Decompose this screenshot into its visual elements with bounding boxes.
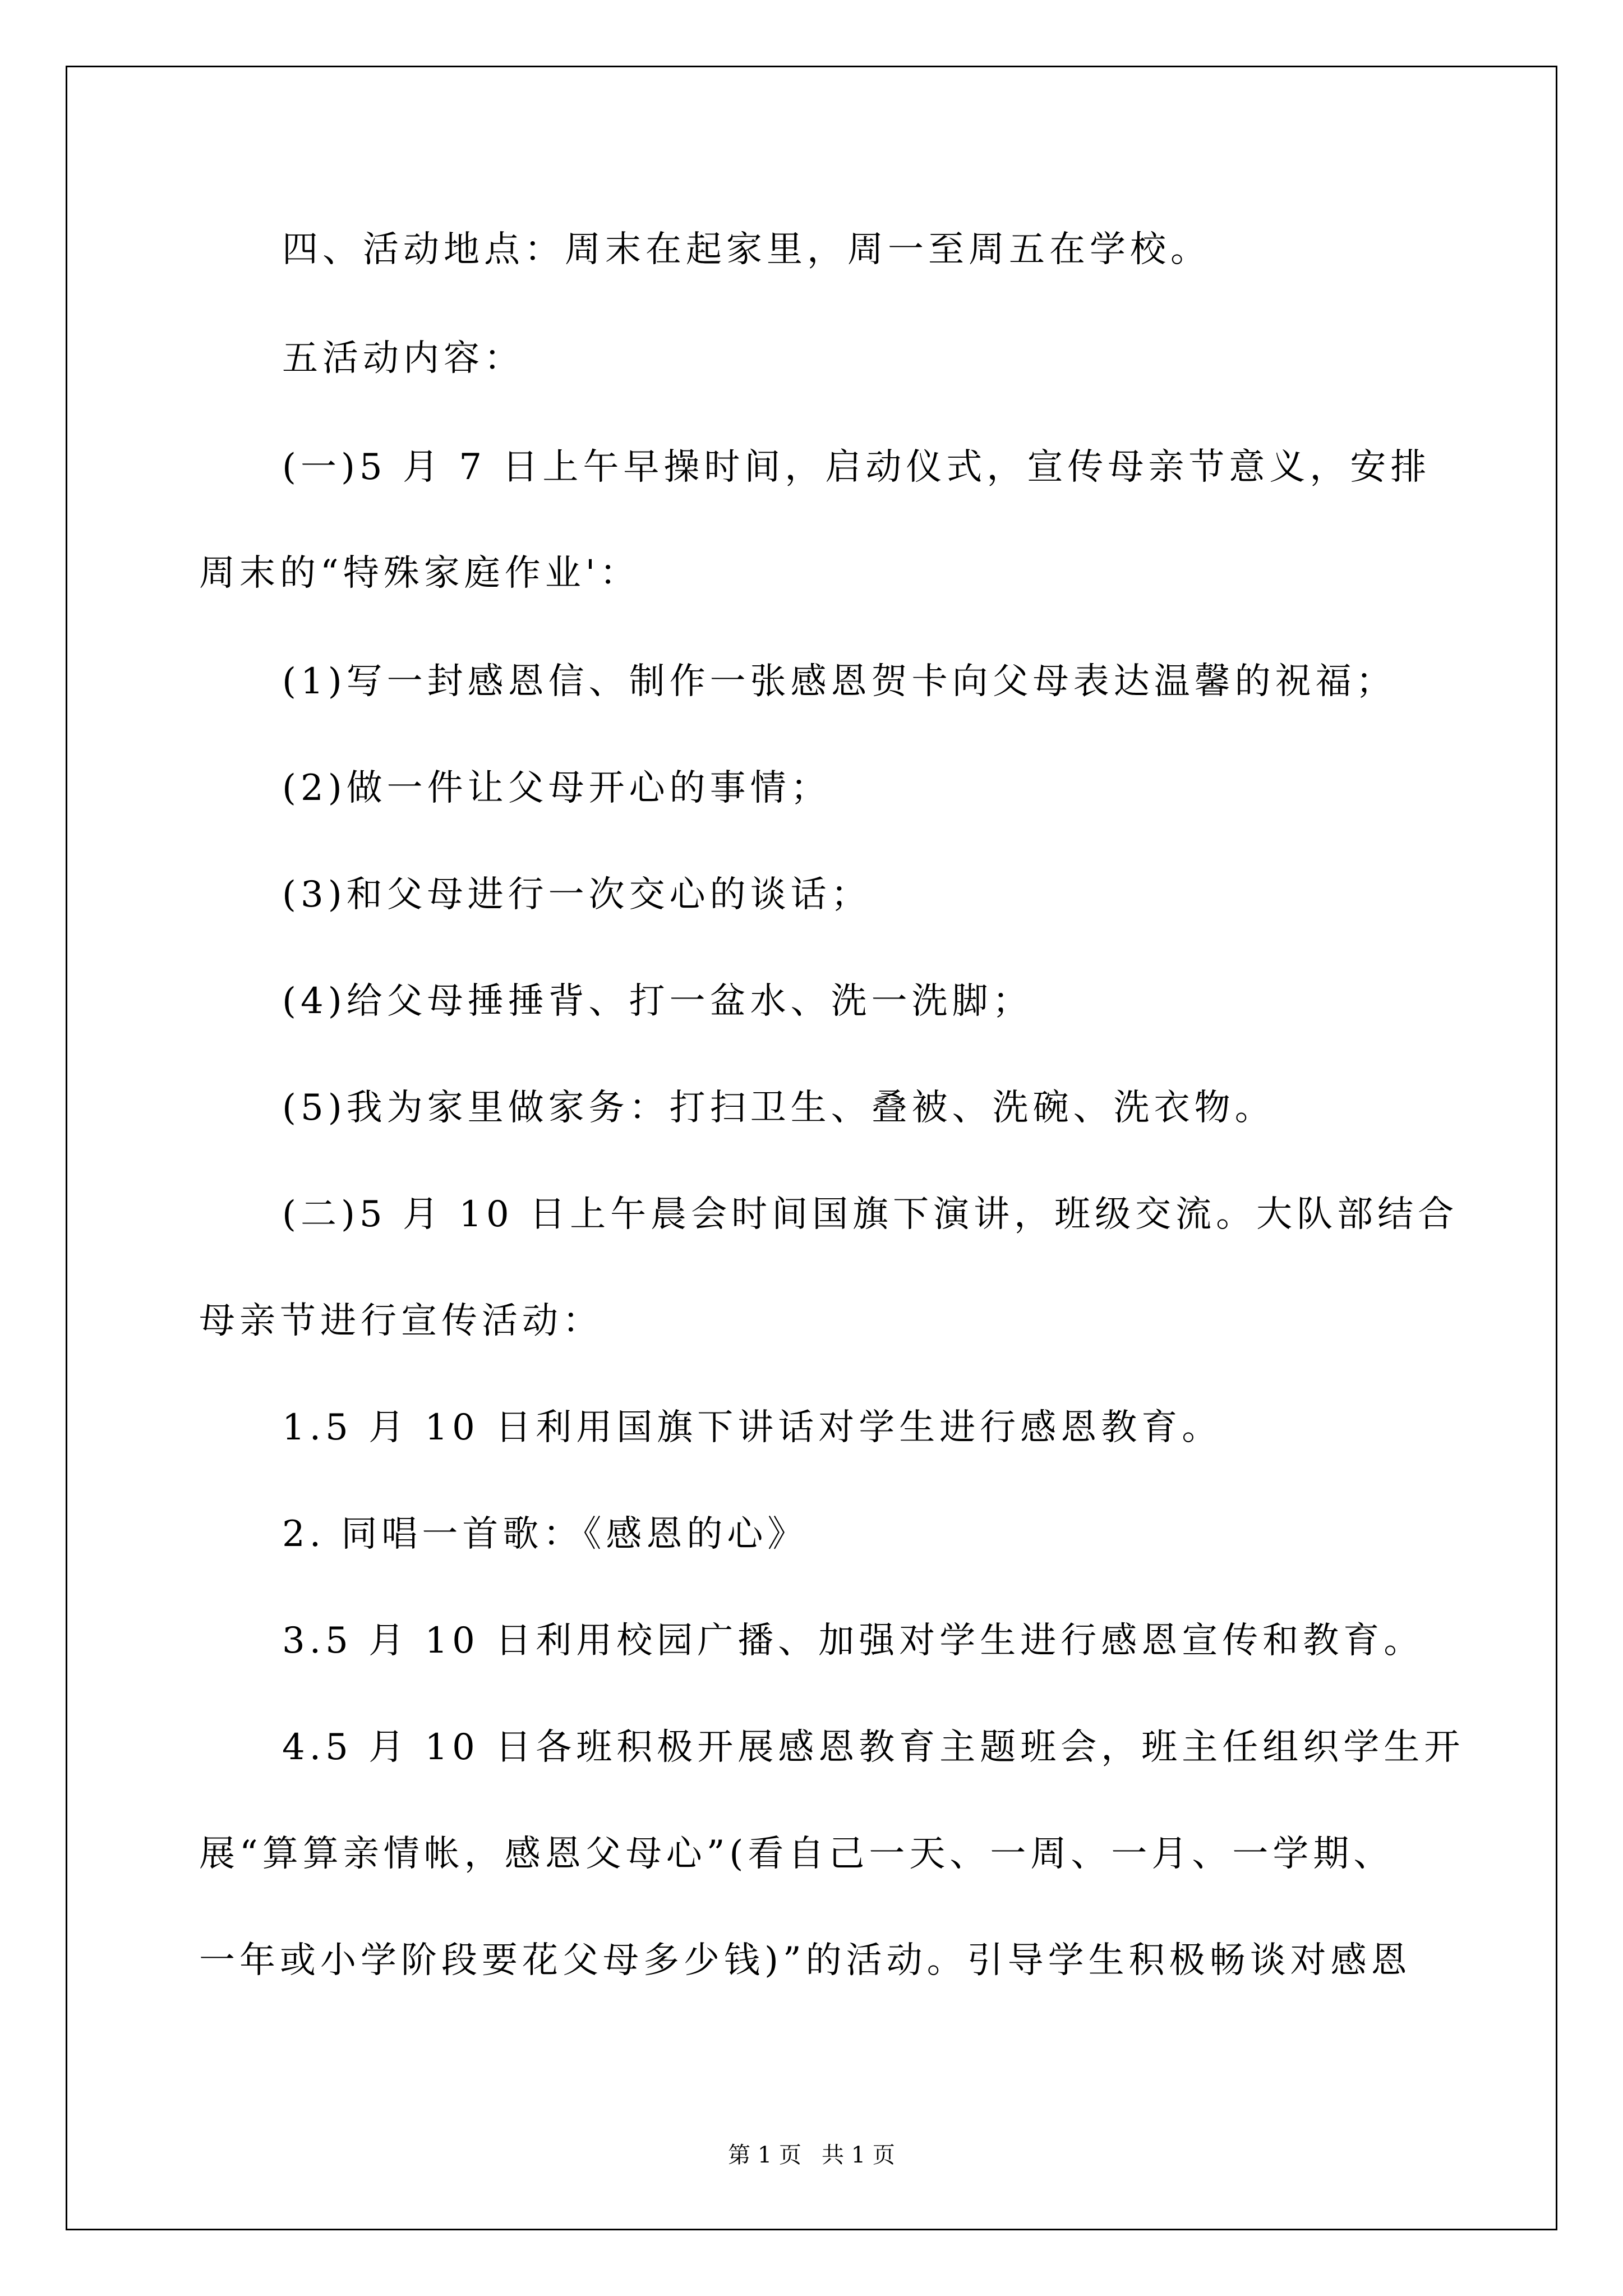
numbered-item-1: 1.5 月 10 日利用国旗下讲话对学生进行感恩教育。 [282,1407,1223,1448]
page-border [66,66,1557,2230]
numbered-item-4-cont-1: 展“算算亲情帐，感恩父母心”(看自己一天、一周、一月、一学期、 [199,1833,1394,1875]
page-number: 第 1 页 [728,2142,801,2168]
list-item-2: (2)做一件让父母开心的事情； [282,767,831,809]
paragraph-section-two: (二)5 月 10 日上午晨会时间国旗下演讲，班级交流。大队部结合 [282,1194,1459,1235]
paragraph-section-one-cont: 周末的“特殊家庭作业'： [199,553,640,594]
list-item-4: (4)给父母捶捶背、打一盆水、洗一洗脚； [282,981,1033,1022]
paragraph-section-two-cont: 母亲节进行宣传活动： [199,1300,603,1342]
page-footer [0,2143,1623,2168]
paragraph-activity-location: 四、活动地点：周末在起家里，周一至周五在学校。 [282,229,1211,270]
page-total: 共 1 页 [822,2142,895,2168]
numbered-item-4-cont-2: 一年或小学阶段要花父母多少钱)”的活动。引导学生积极畅谈对感恩 [199,1940,1412,1981]
list-item-5: (5)我为家里做家务：打扫卫生、叠被、洗碗、洗衣物。 [282,1087,1275,1129]
list-item-3: (3)和父母进行一次交心的谈话； [282,874,872,915]
numbered-item-4: 4.5 月 10 日各班积极开展感恩教育主题班会，班主任组织学生开 [282,1727,1465,1768]
list-item-1: (1)写一封感恩信、制作一张感恩贺卡向父母表达温馨的祝福； [282,661,1396,702]
paragraph-activity-content-heading: 五活动内容： [282,338,524,379]
numbered-item-3: 3.5 月 10 日利用校园广播、加强对学生进行感恩宣传和教育。 [282,1620,1424,1662]
numbered-item-2: 2. 同唱一首歌：《感恩的心》 [282,1513,808,1555]
paragraph-section-one: (一)5 月 7 日上午早操时间，启动仪式，宣传母亲节意义，安排 [282,447,1431,488]
